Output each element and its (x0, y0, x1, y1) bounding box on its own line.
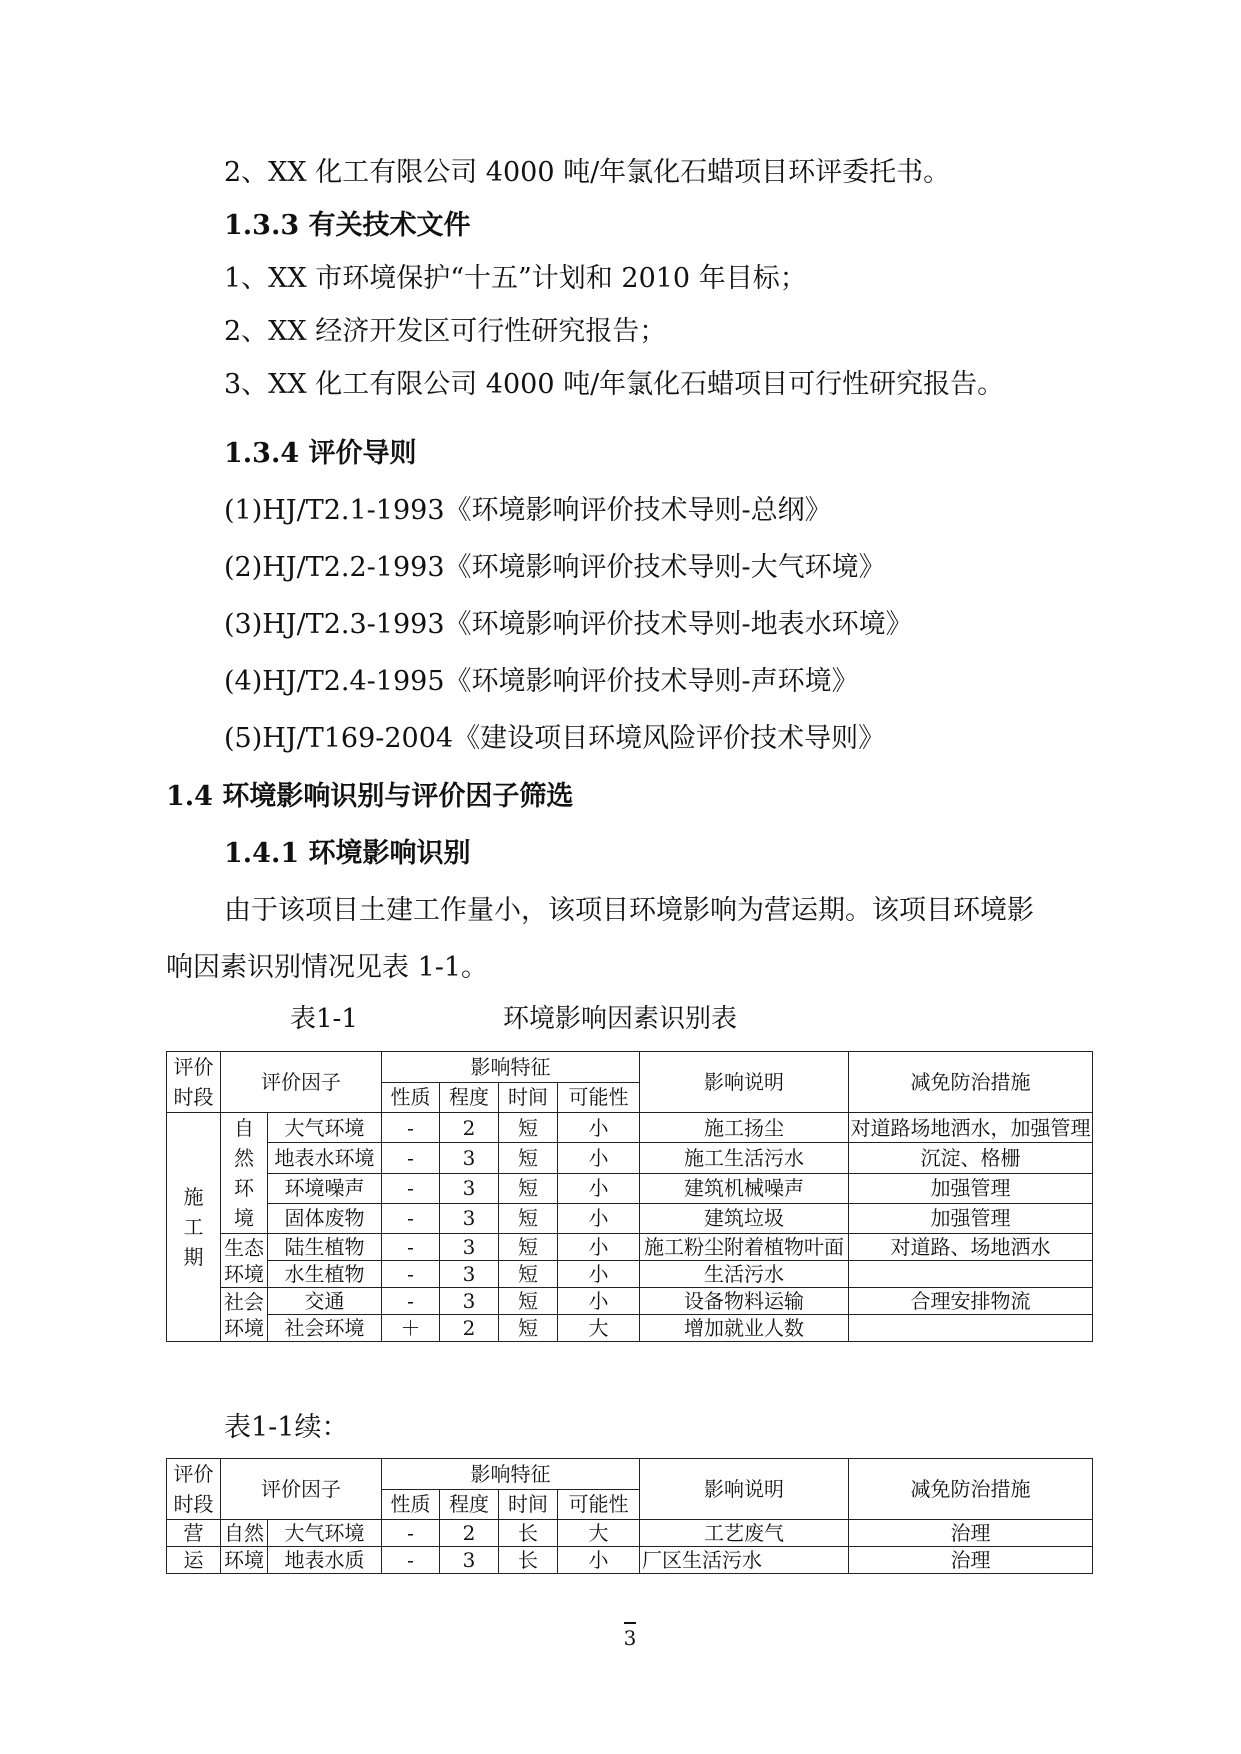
guideline-5: (5)HJ/T169-2004《建设项目环境风险评价技术导则》 (224, 723, 886, 754)
group-eco-line-2: 环境 (224, 1261, 264, 1286)
cell-measures: 对道路场地洒水，加强管理 (849, 1113, 1093, 1143)
heading-1-3-3: 1.3.3 有关技术文件 (224, 210, 471, 241)
header-degree: 程度 (440, 1082, 499, 1113)
heading-1-4: 1.4 环境影响识别与评价因子筛选 (166, 781, 574, 812)
table-row (167, 1261, 1093, 1288)
header-measures: 减免防治措施 (849, 1052, 1093, 1113)
cell-nature: - (382, 1203, 440, 1233)
cell-description: 设备物料运输 (640, 1288, 849, 1315)
cell-possibility: 小 (558, 1173, 640, 1203)
group-social-line-2: 环境 (224, 1315, 264, 1340)
group-social-line-1: 社会 (224, 1289, 264, 1314)
cell-time: 短 (499, 1315, 558, 1342)
cell-description: 施工生活污水 (640, 1143, 849, 1173)
cell-nature: - (382, 1261, 440, 1288)
table-impact-identification-continued (166, 1458, 1093, 1574)
period-operation-line-2: 运 (167, 1547, 221, 1574)
table-row (167, 1520, 1093, 1547)
cell-possibility: 小 (558, 1203, 640, 1233)
table2-caption: 表1-1续： (224, 1412, 349, 1443)
table-row (167, 1173, 1093, 1203)
cell-degree: 3 (440, 1234, 499, 1261)
cell-measures (849, 1315, 1093, 1342)
page-number-bar (624, 1622, 636, 1624)
paragraph-tech-file-2: 2、XX 经济开发区可行性研究报告； (224, 316, 667, 347)
cell-factor: 环境噪声 (268, 1173, 382, 1203)
header-time: 时间 (499, 1082, 558, 1113)
table-row (167, 1203, 1093, 1233)
group-ecological-environment (221, 1234, 268, 1288)
cell-measures (849, 1261, 1093, 1288)
group-natural-line-2: 环境 (221, 1547, 268, 1574)
group-social-environment (221, 1288, 268, 1342)
cell-degree: 2 (440, 1520, 499, 1547)
cell-description: 施工粉尘附着植物叶面 (640, 1234, 849, 1261)
cell-time: 短 (499, 1113, 558, 1143)
cell-degree: 3 (440, 1288, 499, 1315)
cell-time: 短 (499, 1261, 558, 1288)
header-degree: 程度 (440, 1489, 499, 1520)
cell-possibility: 小 (558, 1288, 640, 1315)
cell-possibility: 小 (558, 1547, 640, 1574)
cell-possibility: 大 (558, 1520, 640, 1547)
cell-time: 短 (499, 1203, 558, 1233)
cell-nature: - (382, 1143, 440, 1173)
cell-possibility: 小 (558, 1113, 640, 1143)
group-natural-line-1: 自然 (221, 1520, 268, 1547)
heading-1-3-4: 1.3.4 评价导则 (224, 438, 417, 469)
cell-nature: - (382, 1173, 440, 1203)
header-features: 影响特征 (382, 1052, 640, 1083)
cell-description: 建筑垃圾 (640, 1203, 849, 1233)
cell-factor: 陆生植物 (268, 1234, 382, 1261)
header-period: 评价时段 (167, 1459, 221, 1520)
page-number-value: 3 (623, 1626, 637, 1650)
cell-description: 工艺废气 (640, 1520, 849, 1547)
table-row (167, 1315, 1093, 1342)
cell-description: 建筑机械噪声 (640, 1173, 849, 1203)
group-eco-line-1: 生态 (224, 1235, 264, 1260)
header-description: 影响说明 (640, 1052, 849, 1113)
cell-nature: - (382, 1288, 440, 1315)
period-construction: 施工期 (167, 1113, 221, 1342)
cell-time: 长 (499, 1520, 558, 1547)
cell-time: 长 (499, 1547, 558, 1574)
cell-degree: 2 (440, 1315, 499, 1342)
cell-degree: 3 (440, 1143, 499, 1173)
table1-caption-number: 表1-1 (290, 1004, 358, 1034)
cell-degree: 3 (440, 1547, 499, 1574)
table-row (167, 1234, 1093, 1261)
paragraph-body-2: 响因素识别情况见表 1-1。 (166, 952, 489, 983)
cell-measures: 治理 (849, 1520, 1093, 1547)
period-operation-line-1: 营 (167, 1520, 221, 1547)
paragraph-tech-file-1: 1、XX 市环境保护“十五”计划和 2010 年目标； (224, 263, 807, 294)
guideline-3: (3)HJ/T2.3-1993《环境影响评价技术导则-地表水环境》 (224, 609, 913, 640)
cell-time: 短 (499, 1288, 558, 1315)
cell-nature: - (382, 1520, 440, 1547)
group-natural-environment: 自然环境 (221, 1113, 268, 1234)
header-factor: 评价因子 (221, 1052, 382, 1113)
cell-measures: 治理 (849, 1547, 1093, 1574)
cell-description: 生活污水 (640, 1261, 849, 1288)
header-nature: 性质 (382, 1489, 440, 1520)
page-number (620, 1622, 640, 1650)
cell-factor: 社会环境 (268, 1315, 382, 1342)
cell-time: 短 (499, 1173, 558, 1203)
cell-measures: 对道路、场地洒水 (849, 1234, 1093, 1261)
cell-possibility: 小 (558, 1234, 640, 1261)
cell-nature: ＋ (382, 1315, 440, 1342)
cell-possibility: 小 (558, 1143, 640, 1173)
cell-factor: 大气环境 (268, 1520, 382, 1547)
cell-nature: - (382, 1113, 440, 1143)
header-features: 影响特征 (382, 1459, 640, 1490)
header-possibility: 可能性 (558, 1082, 640, 1113)
cell-time: 短 (499, 1143, 558, 1173)
cell-factor: 水生植物 (268, 1261, 382, 1288)
table-row (167, 1143, 1093, 1173)
header-factor: 评价因子 (221, 1459, 382, 1520)
cell-degree: 3 (440, 1203, 499, 1233)
cell-factor: 地表水质 (268, 1547, 382, 1574)
cell-description: 增加就业人数 (640, 1315, 849, 1342)
guideline-2: (2)HJ/T2.2-1993《环境影响评价技术导则-大气环境》 (224, 552, 886, 583)
cell-measures: 加强管理 (849, 1173, 1093, 1203)
cell-time: 短 (499, 1234, 558, 1261)
header-possibility: 可能性 (558, 1489, 640, 1520)
cell-degree: 3 (440, 1261, 499, 1288)
table-row (167, 1547, 1093, 1574)
header-time: 时间 (499, 1489, 558, 1520)
cell-nature: - (382, 1234, 440, 1261)
paragraph-body-1: 由于该项目土建工作量小，该项目环境影响为营运期。该项目环境影 (224, 895, 1034, 926)
guideline-1: (1)HJ/T2.1-1993《环境影响评价技术导则-总纲》 (224, 495, 832, 526)
cell-measures: 合理安排物流 (849, 1288, 1093, 1315)
cell-possibility: 小 (558, 1261, 640, 1288)
table-impact-identification (166, 1051, 1093, 1342)
heading-1-4-1: 1.4.1 环境影响识别 (224, 838, 471, 869)
paragraph-tech-file-3: 3、XX 化工有限公司 4000 吨/年氯化石蜡项目可行性研究报告。 (224, 369, 1005, 400)
header-nature: 性质 (382, 1082, 440, 1113)
cell-measures: 沉淀、格栅 (849, 1143, 1093, 1173)
paragraph-commission-letter: 2、XX 化工有限公司 4000 吨/年氯化石蜡项目环评委托书。 (224, 157, 951, 188)
cell-factor: 固体废物 (268, 1203, 382, 1233)
header-period: 评价时段 (167, 1052, 221, 1113)
header-description: 影响说明 (640, 1459, 849, 1520)
table1-caption-title: 环境影响因素识别表 (503, 1004, 738, 1034)
cell-description: 施工扬尘 (640, 1113, 849, 1143)
table-row (167, 1288, 1093, 1315)
cell-nature: - (382, 1547, 440, 1574)
cell-degree: 2 (440, 1113, 499, 1143)
cell-factor: 大气环境 (268, 1113, 382, 1143)
header-measures: 减免防治措施 (849, 1459, 1093, 1520)
cell-possibility: 大 (558, 1315, 640, 1342)
cell-factor: 地表水环境 (268, 1143, 382, 1173)
cell-description: 厂区生活污水 (640, 1547, 849, 1574)
cell-measures: 加强管理 (849, 1203, 1093, 1233)
cell-factor: 交通 (268, 1288, 382, 1315)
table-row (167, 1113, 1093, 1143)
cell-degree: 3 (440, 1173, 499, 1203)
guideline-4: (4)HJ/T2.4-1995《环境影响评价技术导则-声环境》 (224, 666, 859, 697)
